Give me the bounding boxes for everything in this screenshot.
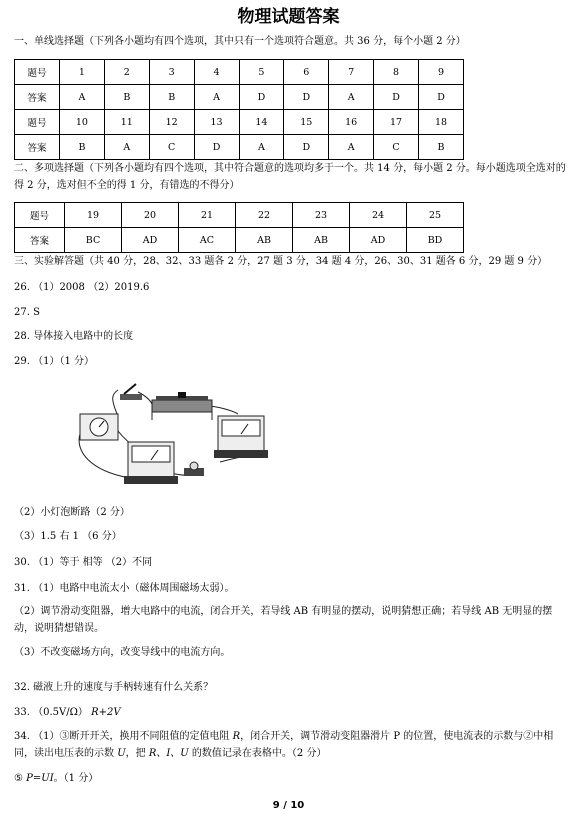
single-choice-cell: C [374,135,419,160]
single-choice-cell: A [104,135,149,160]
multi-choice-cell: 21 [179,203,236,228]
answer-31-1: 31. （1）电路中电流太小（磁体周围磁场太弱）。 [14,583,235,594]
single-choice-cell: A [329,85,374,110]
answer-33 [14,706,121,720]
single-choice-cell: 10 [60,110,105,135]
answer-31-2: （2）调节滑动变阻器，增大电路中的电流，闭合开关，若导线 AB 有明显的摆动，说明猜想正确；若导线 AB 无明显的摆动，说明猜想错误。 [14,606,553,634]
single-choice-cell: A [60,85,105,110]
page-number: 9 / 10 [272,800,305,811]
single-choice-cell: D [194,135,239,160]
single-choice-cell: B [149,85,194,110]
single-choice-row [15,85,464,110]
section1-heading: 一、单线选择题（下列各小题均有四个选项，其中只有一个选项符合题意。共 36 分，每个小题 2 分） [14,36,466,47]
answer-34-1 [14,728,570,762]
answer-31-3: （3）不改变磁场方向，改变导线中的电流方向。 [14,647,231,658]
single-choice-cell: 8 [374,60,419,85]
multi-choice-cell: 19 [65,203,122,228]
multi-choice-table [14,202,464,253]
answer-30: 30. （1）等于 相等 （2）不同 [14,557,153,568]
single-choice-cell: D [284,135,329,160]
single-choice-cell: D [284,85,329,110]
single-choice-cell: 答案 [15,135,60,160]
answer-34-5-prefix: ⑤ [14,773,27,784]
answer-26: 26. （1）2008 （2）2019.6 [14,282,150,293]
multi-choice-cell: 答案 [15,228,65,253]
single-choice-cell: 14 [239,110,284,135]
answer-28: 28. 导体接入电路中的长度 [14,331,134,342]
answer-27: 27. S [14,307,40,318]
answer-34-text-2: ，闭合开关，调节滑动变阻器滑片 P 的位置，使电流表的示数与②中相同，读出电压表的示数 [14,731,554,759]
multi-choice-row [15,228,464,253]
voltmeter-icon [124,442,178,484]
section2-heading: 二、多项选择题（下列各小题均有四个选项，其中符合题意的选项均多于一个。共 14 分，每小题 2 分。每小题选项全选对的得 2 分，选对但不全的得 1 分，有错选的不得分） [14,163,566,191]
multi-choice-cell: AD [350,228,407,253]
answer-34-text-1: 34. （1）③断开开关，换用不同阻值的定值电阻 [14,731,233,742]
ammeter-icon [80,414,118,440]
multi-choice-cell: 题号 [15,203,65,228]
single-choice-cell: 9 [419,60,464,85]
single-choice-cell: 18 [419,110,464,135]
multi-choice-cell: BD [407,228,464,253]
multi-choice-cell: AB [293,228,350,253]
single-choice-cell: A [329,135,374,160]
answer-29-1: 29. （1）（1 分） [14,356,94,367]
single-choice-cell: B [419,135,464,160]
answer-34-5 [14,772,98,786]
answer-34-vars: R、I、U [148,748,189,759]
single-choice-cell: 题号 [15,60,60,85]
multi-choice-cell: AB [236,228,293,253]
answer-29-3: （3）1.5 右 1 （6 分） [14,531,122,542]
single-choice-cell: 12 [149,110,194,135]
answer-29-2: （2）小灯泡断路（2 分） [14,507,130,518]
lamp-icon [184,462,204,476]
answer-34-var-r: R [232,731,241,742]
rheostat-icon [152,392,212,420]
single-choice-cell: D [239,85,284,110]
single-choice-cell: A [239,135,284,160]
meter-right-icon [214,416,268,458]
answer-34-text-4: 的数值记录在表格中。（2 分） [188,748,327,759]
single-choice-row [15,135,464,160]
answer-34-5-suffix: 。（1 分） [53,773,99,784]
answer-33-coefficient: 33. （0.5V/Ω） [14,707,88,718]
multi-choice-cell: 25 [407,203,464,228]
single-choice-cell: 题号 [15,110,60,135]
single-choice-cell: 17 [374,110,419,135]
single-choice-cell: A [194,85,239,110]
single-choice-row [15,60,464,85]
single-choice-cell: 15 [284,110,329,135]
single-choice-cell: 5 [239,60,284,85]
multi-choice-cell: BC [65,228,122,253]
section3-heading: 三、实验解答题（共 40 分，28、32、33 题各 2 分，27 题 3 分，34 题 4 分，26、30、31 题各 6 分，29 题 9 分） [14,256,548,267]
single-choice-cell: 2 [104,60,149,85]
answer-34-text-3: ，把 [125,748,149,759]
single-choice-cell: 16 [329,110,374,135]
single-choice-cell: 7 [329,60,374,85]
page-title: 物理试题答案 [237,7,340,27]
multi-choice-cell: AC [179,228,236,253]
single-choice-cell: 1 [60,60,105,85]
multi-choice-cell: 23 [293,203,350,228]
circuit-diagram [60,376,290,494]
single-choice-cell: D [419,85,464,110]
single-choice-cell: B [60,135,105,160]
single-choice-cell: 11 [104,110,149,135]
single-choice-cell: B [104,85,149,110]
multi-choice-cell: 24 [350,203,407,228]
multi-choice-cell: 22 [236,203,293,228]
answer-34-5-formula: P=UI [26,773,54,784]
answer-32: 32. 磁液上升的速度与手柄转速有什么关系？ [14,682,214,693]
single-choice-cell: 6 [284,60,329,85]
single-choice-cell: 3 [149,60,194,85]
multi-choice-row [15,203,464,228]
answer-34-var-u: U [117,748,126,759]
single-choice-cell: 答案 [15,85,60,110]
single-choice-table [14,59,464,160]
single-choice-cell: 13 [194,110,239,135]
multi-choice-cell: 20 [122,203,179,228]
multi-choice-cell: AD [122,228,179,253]
single-choice-cell: C [149,135,194,160]
single-choice-cell: 4 [194,60,239,85]
single-choice-cell: D [374,85,419,110]
single-choice-row [15,110,464,135]
answer-33-expression: R+2V [91,707,121,718]
